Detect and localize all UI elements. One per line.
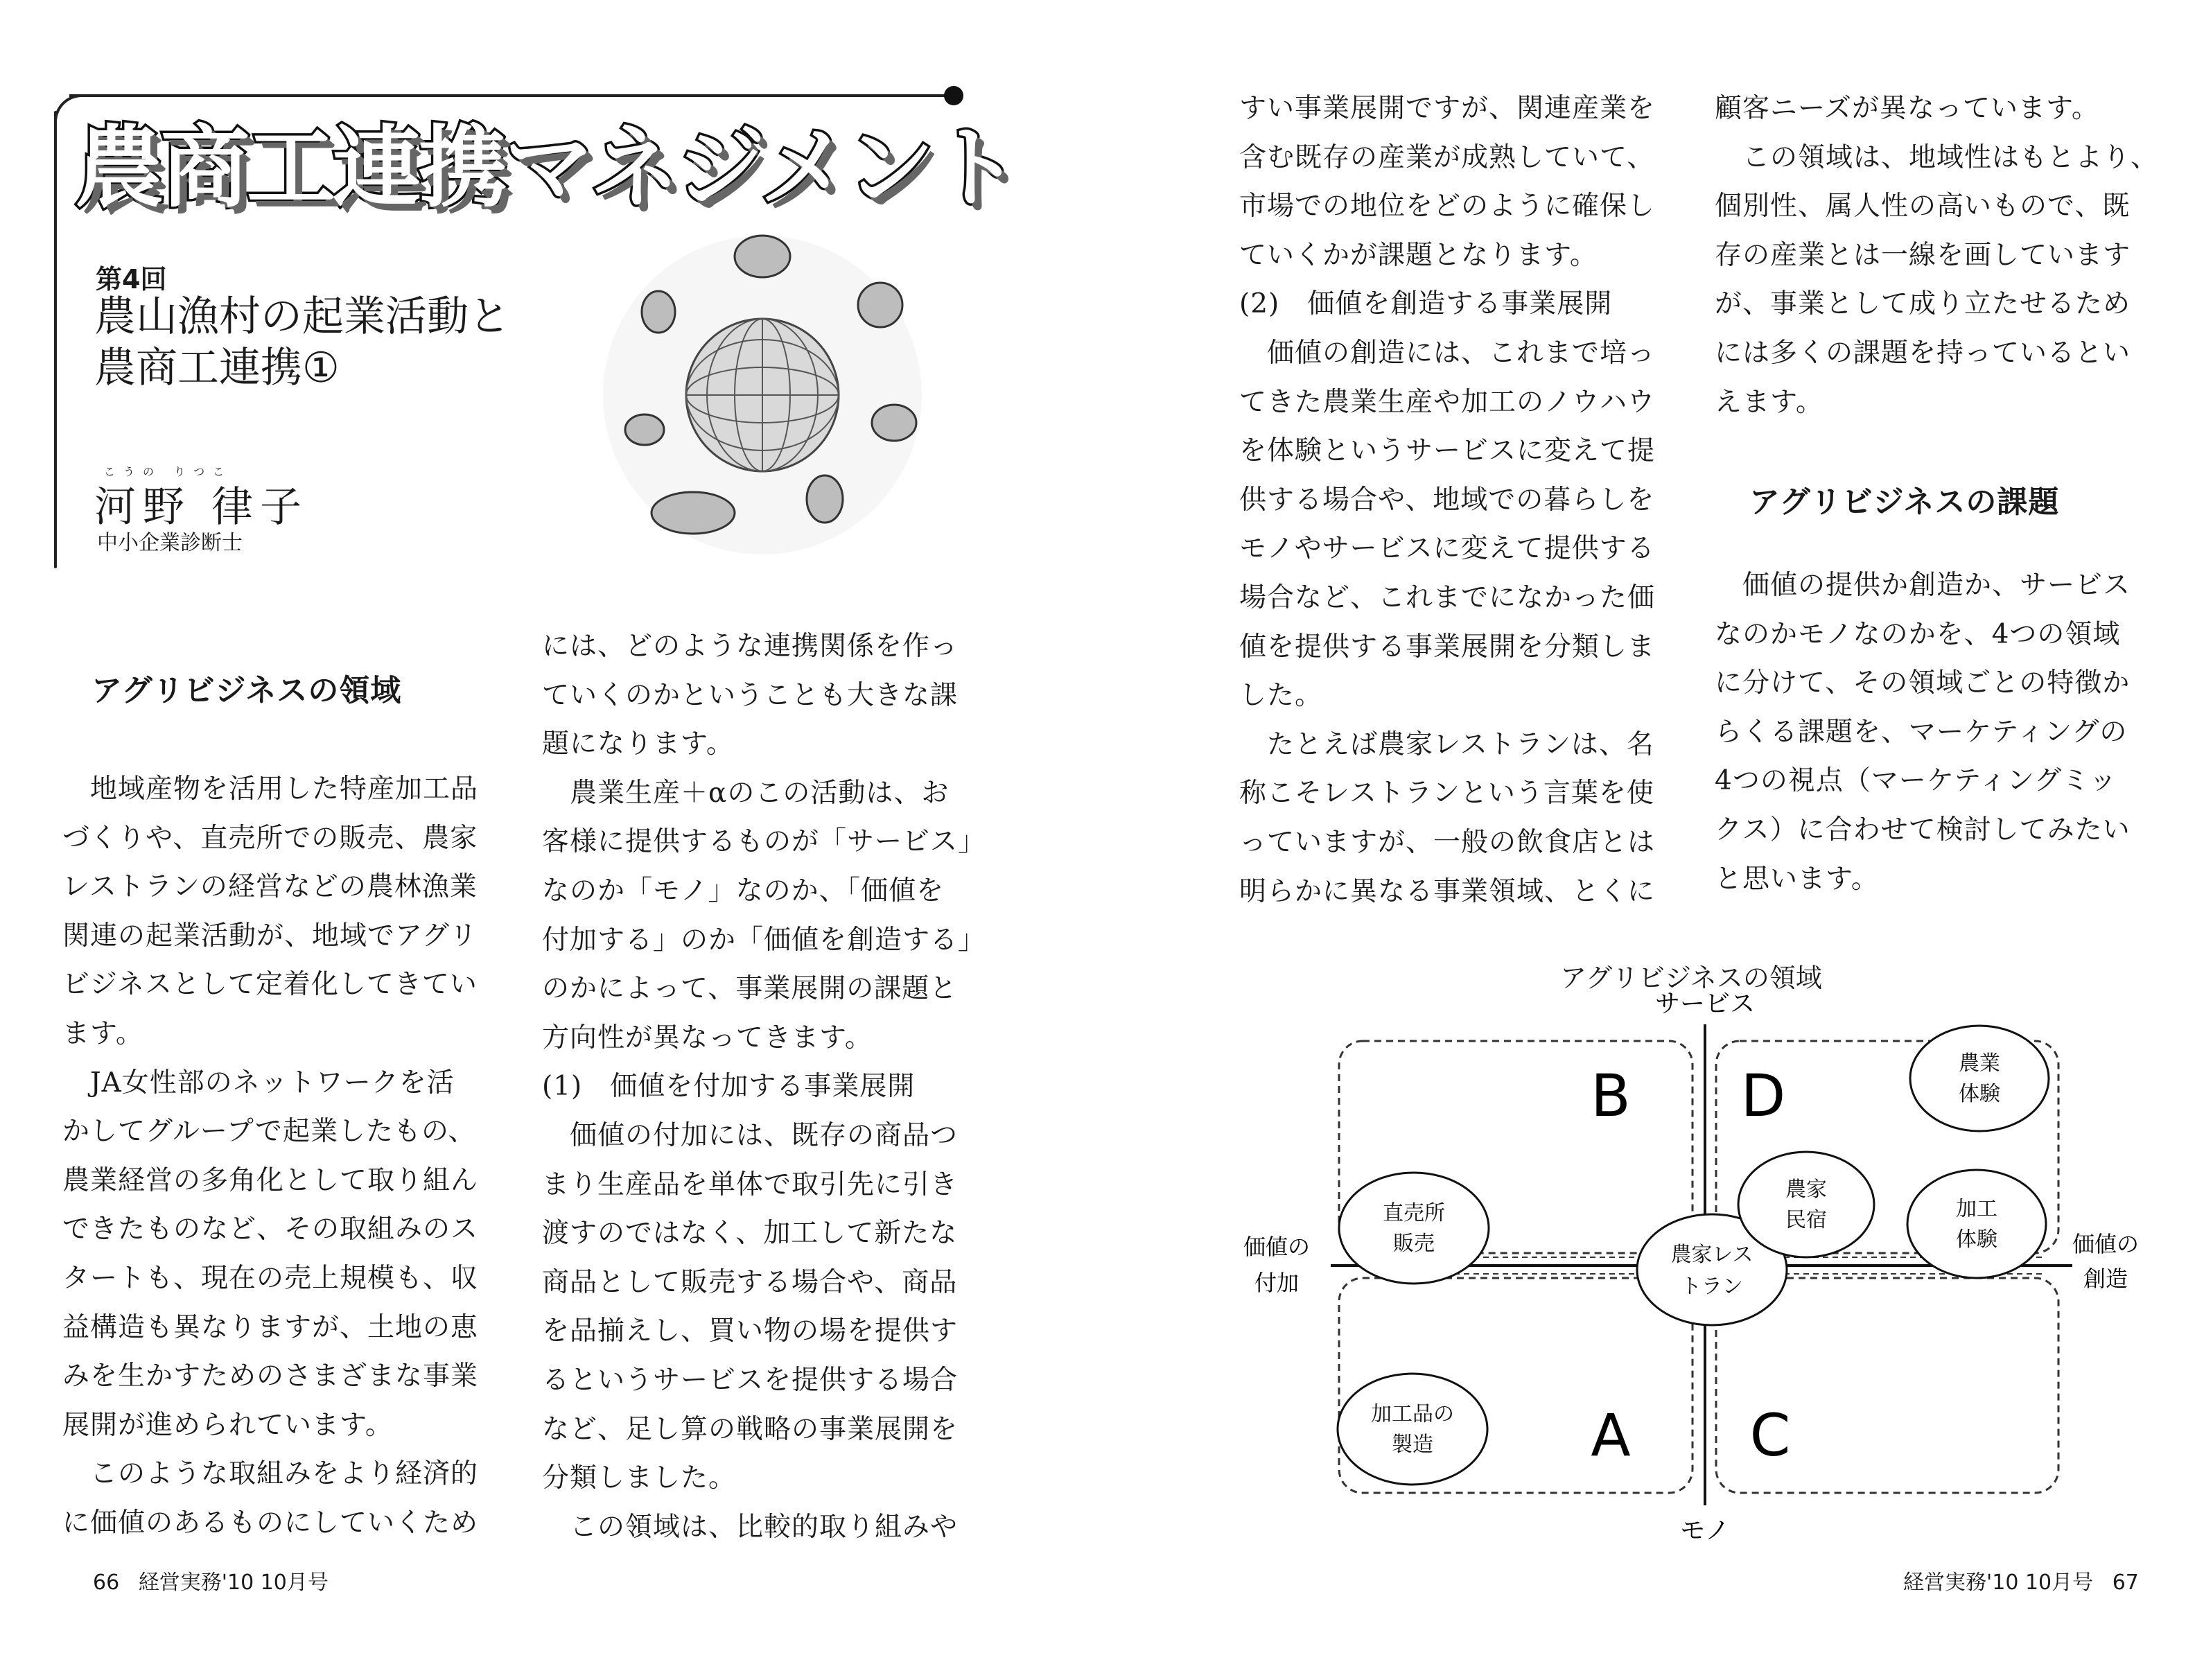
header-rule-dot (944, 86, 963, 105)
text-line: など、足し算の戦略の事業展開を (542, 1413, 959, 1445)
text-line: 商品として販売する場合や、商品 (542, 1266, 958, 1298)
text-line: 農業経営の多角化として取り組ん (62, 1164, 479, 1196)
axis-label-goods: モノ (1680, 1516, 1730, 1545)
bubble-farm-lodging (1738, 1152, 1874, 1257)
text-line: ビジネスとして定着化してきてい (62, 969, 478, 1001)
page-number: 66 (93, 1570, 120, 1595)
axis-label-create-value: 価値の (2072, 1231, 2140, 1257)
text-line: 顧客ニーズが異なっています。 (1715, 93, 2099, 124)
text-line: 明らかに異なる事業領域、とくに (1239, 875, 1656, 907)
bubble-label: 製造 (1392, 1433, 1433, 1457)
text-line: ていくのかということも大きな課 (542, 679, 959, 711)
text-line: 供する場合や、地域での暮らしを (1239, 484, 1655, 516)
quadrant-label-d: D (1740, 1062, 1786, 1130)
text-line: 展開が進められています。 (62, 1409, 393, 1441)
text-column-4 (1715, 85, 2158, 427)
text-line: 分類しました。 (542, 1462, 737, 1494)
bubble-label: 販売 (1393, 1232, 1435, 1256)
text-line: てきた農業生産や加工のノウハウ (1239, 386, 1656, 418)
text-column-1 (62, 765, 506, 1548)
text-line: なのか「モノ」なのか、「価値を (542, 875, 945, 907)
text-line: を体験というサービスに変えて提 (1239, 435, 1656, 467)
text-line: と思います。 (1715, 863, 1879, 895)
text-column-4b (1715, 561, 2158, 904)
header-rule (69, 94, 947, 97)
series-title: 農商工連携マネジメント (75, 116, 1018, 220)
bubble-processing-experience (1907, 1170, 2046, 1278)
text-line: なのかモノなのかを、4つの領域 (1715, 618, 2121, 650)
quadrant-label-c: C (1749, 1401, 1791, 1469)
page-number: 67 (2112, 1570, 2139, 1595)
text-line: 農業生産＋αのこの活動は、お (570, 777, 950, 809)
bubble-farm-experience (1910, 1026, 2049, 1131)
text-line: 方向性が異なってきます。 (542, 1022, 873, 1053)
text-line: らくる課題を、マーケティングの (1715, 716, 2128, 748)
axis-label-add-value: 価値の (1243, 1234, 1311, 1260)
text-line: 付加する」のか「価値を創造する」 (542, 924, 986, 956)
bubble-direct-sales (1339, 1173, 1489, 1284)
episode-label: 第4回 (96, 264, 167, 295)
text-line: には、どのような連携関係を作っ (542, 631, 959, 662)
text-line: 市場での地位をどのように確保し (1239, 191, 1656, 222)
text-line: づくりや、直売所での販売、農家 (62, 822, 478, 854)
diagram-title: アグリビジネスの領域 (1560, 963, 1822, 993)
text-line: このような取組みをより経済的 (90, 1458, 479, 1490)
text-line: っていますが、一般の飲食店とは (1239, 826, 1656, 858)
author-ruby: こうの りつこ (104, 465, 233, 478)
text-line: が、事業として成り立たせるため (1715, 288, 2131, 320)
text-line: たとえば農家レストランは、名 (1267, 728, 1654, 760)
text-line: 4つの視点（マーケティングミッ (1715, 765, 2117, 797)
article-subtitle (94, 291, 579, 394)
text-line: した。 (1239, 680, 1323, 712)
axis-label-create-value: 創造 (2083, 1266, 2128, 1292)
text-line: 価値の付加には、既存の商品つ (570, 1119, 959, 1151)
text-line: るというサービスを提供する場合 (542, 1364, 959, 1396)
text-line: に価値のあるものにしていくため (62, 1507, 479, 1539)
text-line: 渡すのではなく、加工して新たな (542, 1218, 958, 1250)
text-line: できたものなど、その取組みのス (62, 1214, 479, 1245)
bubble-label: トラン (1681, 1275, 1743, 1299)
text-column-2 (542, 622, 986, 1552)
bubble-label: 民宿 (1785, 1208, 1827, 1232)
text-line: 価値の創造には、これまで培っ (1267, 337, 1656, 369)
header-frame-side (54, 111, 57, 568)
agribusiness-domain-diagram (1227, 984, 2142, 1546)
bubble-processed-goods (1338, 1374, 1487, 1485)
quadrant-label-a: A (1591, 1401, 1631, 1469)
subtitle-line: 農商工連携① (94, 344, 340, 392)
text-line: 称こそレストランという言葉を使 (1239, 778, 1654, 810)
journal-name: 経営実務'10 10月号 (1903, 1570, 2094, 1595)
bubble-label: 農家 (1785, 1178, 1827, 1202)
bubble-label: 農業 (1959, 1051, 2000, 1076)
bubble-label: 体験 (1959, 1082, 2000, 1106)
text-line: に分けて、その領域ごとの特徴か (1715, 667, 2131, 699)
text-line: クス）に合わせて検討してみたい (1715, 814, 2131, 846)
author-role: 中小企業診断士 (97, 531, 243, 555)
text-line: レストランの経営などの農林漁業 (62, 871, 478, 903)
text-line: この領域は、地域性はもとより、 (1742, 141, 2159, 173)
bubble-label: 農家レス (1670, 1243, 1753, 1267)
bubble-label: 加工 (1956, 1197, 1997, 1221)
axis-label-add-value: 付加 (1254, 1270, 1300, 1296)
text-line: 価値の提供か創造か、サービス (1742, 570, 2131, 601)
text-line: のかによって、事業展開の課題と (542, 973, 958, 1005)
text-column-3 (1239, 85, 1683, 916)
text-line: モノやサービスに変えて提供する (1239, 533, 1655, 565)
text-line: 場合など、これまでになかった価 (1239, 581, 1656, 613)
text-line: を品揃えし、買い物の場を提供す (542, 1315, 959, 1347)
bubble-label: 体験 (1956, 1227, 1997, 1252)
text-line: この領域は、比較的取り組みや (570, 1511, 959, 1543)
text-line: すい事業展開ですが、関連産業を (1239, 93, 1656, 124)
subtitle-line: 農山漁村の起業活動と (94, 292, 510, 341)
section-heading-domain: アグリビジネスの領域 (91, 673, 402, 708)
text-line: (2) 価値を創造する事業展開 (1239, 288, 1613, 320)
text-line: 値を提供する事業展開を分類しま (1239, 631, 1656, 663)
text-line: えます。 (1715, 386, 1823, 418)
text-line: 題になります。 (542, 728, 734, 760)
text-line: ます。 (62, 1017, 143, 1049)
text-line: には多くの課題を持っているとい (1715, 337, 2131, 369)
quadrant-label-b: B (1591, 1062, 1631, 1130)
bubble-label: 直売所 (1383, 1201, 1445, 1225)
text-line: 客様に提供するものが「サービス」 (542, 826, 986, 858)
text-line: 含む既存の産業が成熟していて、 (1239, 141, 1655, 173)
text-line: まり生産品を単体で取引先に引き (542, 1169, 959, 1200)
axis-label-service: サービス (1654, 990, 1756, 1018)
folio-left (93, 1565, 329, 1595)
folio-right (1903, 1565, 2139, 1595)
text-line: 存の産業とは一線を画しています (1715, 239, 2131, 271)
text-line: タートも、現在の売上規模も、収 (62, 1262, 479, 1294)
text-line: かしてグループで起業したもの、 (62, 1116, 476, 1148)
text-line: 関連の起業活動が、地域でアグリ (62, 920, 478, 952)
text-line: 益構造も異なりますが、土地の恵 (62, 1311, 479, 1343)
journal-name: 経営実務'10 10月号 (138, 1570, 329, 1595)
bubble-label: 加工品の (1371, 1402, 1454, 1426)
author-name: 河野 律子 (94, 483, 309, 532)
text-line: みを生かすためのさまざまな事業 (62, 1360, 479, 1392)
text-line: 個別性、属人性の高いもので、既 (1715, 191, 2131, 222)
globe-illustration (582, 222, 943, 568)
text-line: ていくかが課題となります。 (1239, 239, 1598, 271)
text-line: JA女性部のネットワークを活 (90, 1067, 455, 1099)
section-heading-issues: アグリビジネスの課題 (1749, 484, 2060, 520)
text-line: 地域産物を活用した特産加工品 (90, 773, 479, 805)
text-line: (1) 価値を付加する事業展開 (542, 1071, 916, 1103)
